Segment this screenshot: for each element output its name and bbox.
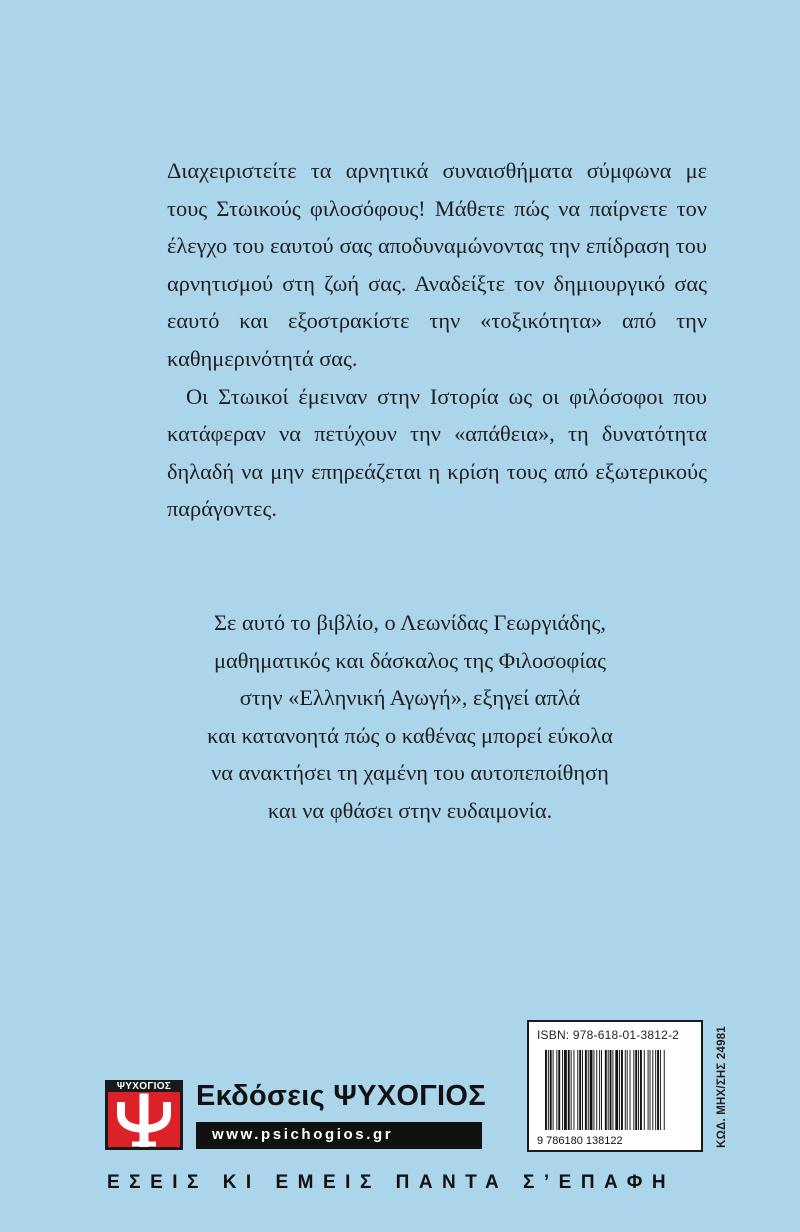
author-line: και να φθάσει στην ευδαιμονία. (267, 797, 553, 823)
psi-icon (108, 1092, 180, 1147)
publisher-logo (105, 1080, 183, 1150)
product-code (713, 1022, 731, 1152)
blurb-paragraph-1: Διαχειριστείτε τα αρνητικά συναισθήματα σύμφωνα με τους Στωικούς φιλοσόφους! Μάθετε πώς να παίρνετε τον έλεγχο του εαυτού σας αποδυναμώνοντας την επίδραση του αρνητισμού στη ζωή σας. Αναδείξτε τον δημιουργικό σας εαυτό και εξοστρακίστε την «τοξικότητα» από την καθημερινότητά σας. (167, 158, 707, 371)
blurb-paragraph-2: Οι Στωικοί έμειναν στην Ιστορία ως οι φιλόσοφοι που κατάφεραν να πετύχουν την «απάθεια», τη δυνατότητα δηλαδή να μην επηρεάζεται η κρίση τους από εξωτερικούς παράγοντες. (167, 383, 707, 522)
barcode-digits: 9 786180 138122 (537, 1135, 623, 1147)
logo-red-field (108, 1092, 180, 1147)
barcode (535, 1050, 697, 1148)
blurb-text (167, 152, 707, 528)
author-line: στην «Ελληνική Αγωγή», εξηγεί απλά (239, 685, 581, 711)
author-line: να ανακτήσει τη χαμένη του αυτοπεποίθηση (211, 760, 609, 786)
author-line: Σε αυτό το βιβλίο, ο Λεωνίδας Γεωργιάδης, (214, 610, 606, 635)
publisher-name: Εκδόσεις ΨΥΧΟΓΙΟΣ (196, 1080, 486, 1112)
isbn-label: ISBN: 978-618-01-3812-2 (537, 1028, 680, 1042)
publisher-slogan: ΕΣΕΙΣ ΚΙ ΕΜΕΙΣ ΠΑΝΤΑ Σ’ΕΠΑΦΗ (107, 1172, 676, 1193)
isbn-barcode-box (527, 1020, 703, 1152)
product-code-text: ΚΩΔ. ΜΗΧ/ΣΗΣ 24981 (716, 1026, 728, 1148)
author-description (110, 604, 710, 830)
author-line: μαθηματικός και δάσκαλος της Φιλοσοφίας (214, 647, 606, 673)
author-line: και κατανοητά πώς ο καθένας μπορεί εύκολα (207, 722, 613, 748)
logo-word: ΨΥΧΟΓΙΟΣ (116, 1081, 172, 1092)
publisher-url-bar (196, 1122, 482, 1149)
publisher-url: www.psichogios.gr (212, 1126, 394, 1143)
